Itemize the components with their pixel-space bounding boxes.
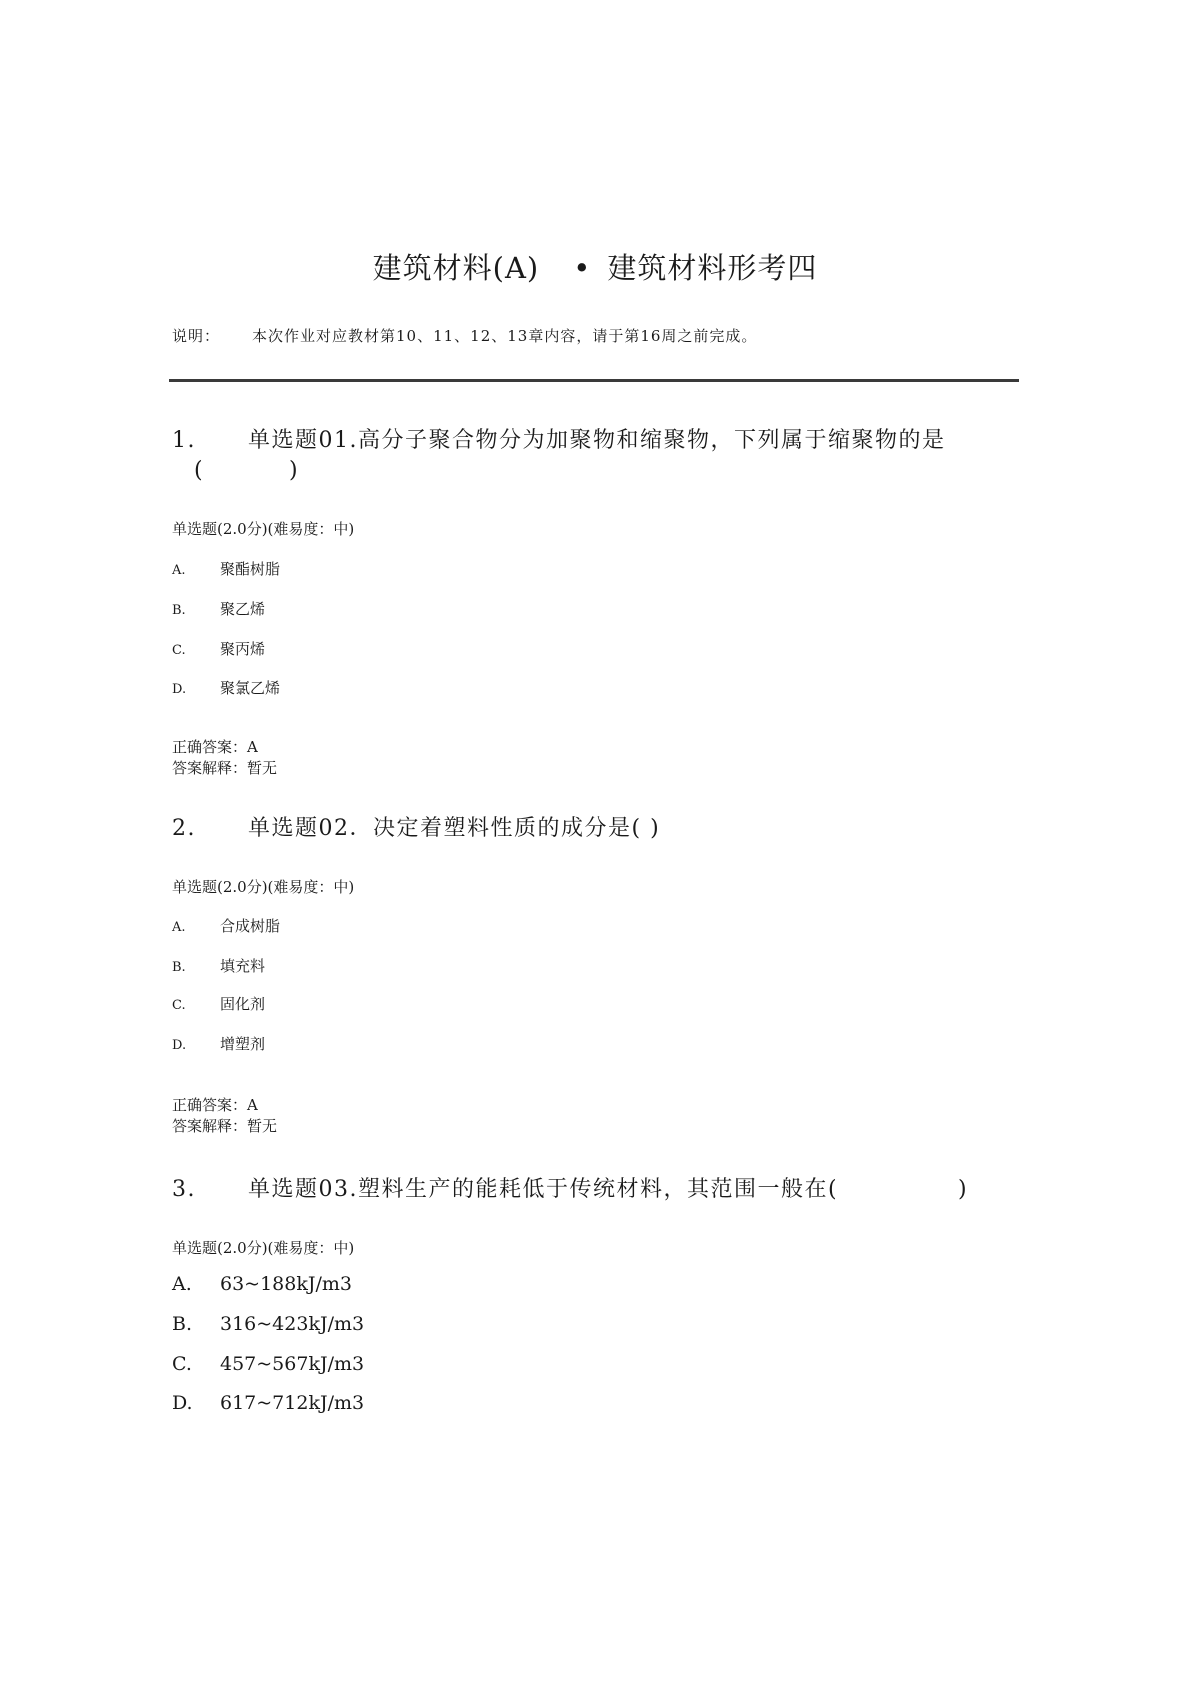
question-meta: 单选题(2.0分)(难易度：中) (172, 878, 355, 896)
option-c[interactable] (172, 1353, 364, 1375)
option-d[interactable] (172, 1033, 265, 1054)
question-meta: 单选题(2.0分)(难易度：中) (172, 1239, 355, 1257)
question-1 (172, 426, 1032, 777)
option-key: B. (172, 1313, 193, 1335)
question-2 (172, 814, 1032, 1135)
option-text: 合成树脂 (220, 917, 281, 935)
answer-block (172, 737, 277, 779)
option-key: B. (172, 960, 186, 975)
title-course: 建筑材料(A) (372, 251, 540, 285)
option-text: 316~423kJ/m3 (220, 1313, 365, 1335)
correct-answer: 正确答案：A (172, 1096, 258, 1114)
option-key: A. (172, 920, 186, 935)
option-key: C. (172, 643, 186, 658)
answer-explanation: 答案解释：暂无 (172, 1117, 278, 1135)
answer-blank-close: ) (958, 1177, 969, 1202)
option-text: 聚乙烯 (220, 600, 266, 618)
question-number: 2. (172, 816, 196, 841)
divider (169, 379, 1019, 382)
option-text: 聚丙烯 (220, 640, 266, 658)
option-b[interactable] (172, 1313, 364, 1335)
option-text: 聚氯乙烯 (220, 679, 281, 697)
option-text: 增塑剂 (220, 1035, 266, 1053)
option-key: B. (172, 603, 186, 618)
option-b[interactable] (172, 955, 265, 976)
option-text: 617~712kJ/m3 (220, 1392, 365, 1414)
question-3 (172, 1175, 1032, 1414)
option-key: C. (172, 998, 186, 1013)
option-text: 填充料 (220, 957, 266, 975)
answer-blank: ( ) (194, 458, 300, 483)
option-text: 63~188kJ/m3 (220, 1273, 352, 1295)
title-assignment: 建筑材料形考四 (607, 251, 818, 285)
instructions-text: 本次作业对应教材第10、11、12、13章内容，请于第16周之前完成。 (252, 327, 758, 345)
option-text: 457~567kJ/m3 (220, 1353, 365, 1375)
title-separator: • (573, 251, 592, 285)
question-text: 单选题02．决定着塑料性质的成分是( ) (248, 816, 661, 841)
option-a[interactable] (172, 558, 280, 579)
option-d[interactable] (172, 1392, 364, 1414)
question-heading (172, 426, 1032, 486)
option-key: C. (172, 1353, 192, 1375)
option-key: D. (172, 1038, 187, 1053)
correct-answer: 正确答案：A (172, 738, 258, 756)
option-c[interactable] (172, 993, 265, 1014)
question-number: 3. (172, 1177, 196, 1202)
instructions-label: 说明： (172, 327, 221, 345)
option-a[interactable] (172, 1273, 352, 1295)
page-title (0, 246, 1190, 287)
answer-block (172, 1095, 277, 1137)
option-c[interactable] (172, 638, 265, 659)
answer-explanation: 答案解释：暂无 (172, 759, 278, 777)
option-b[interactable] (172, 598, 265, 619)
question-meta: 单选题(2.0分)(难易度：中) (172, 520, 355, 538)
question-heading (172, 1175, 1032, 1205)
option-key: D. (172, 682, 187, 697)
option-text: 聚酯树脂 (220, 560, 281, 578)
option-text: 固化剂 (220, 995, 266, 1013)
question-heading (172, 814, 1032, 844)
option-a[interactable] (172, 915, 280, 936)
question-text: 单选题01.高分子聚合物分为加聚物和缩聚物，下列属于缩聚物的是 (248, 428, 946, 453)
question-text: 单选题03.塑料生产的能耗低于传统材料，其范围一般在( (248, 1177, 839, 1202)
option-key: A. (172, 1273, 192, 1295)
instructions (172, 325, 757, 346)
question-number: 1. (172, 428, 196, 453)
option-d[interactable] (172, 677, 280, 698)
option-key: D. (172, 1392, 193, 1414)
option-key: A. (172, 563, 186, 578)
